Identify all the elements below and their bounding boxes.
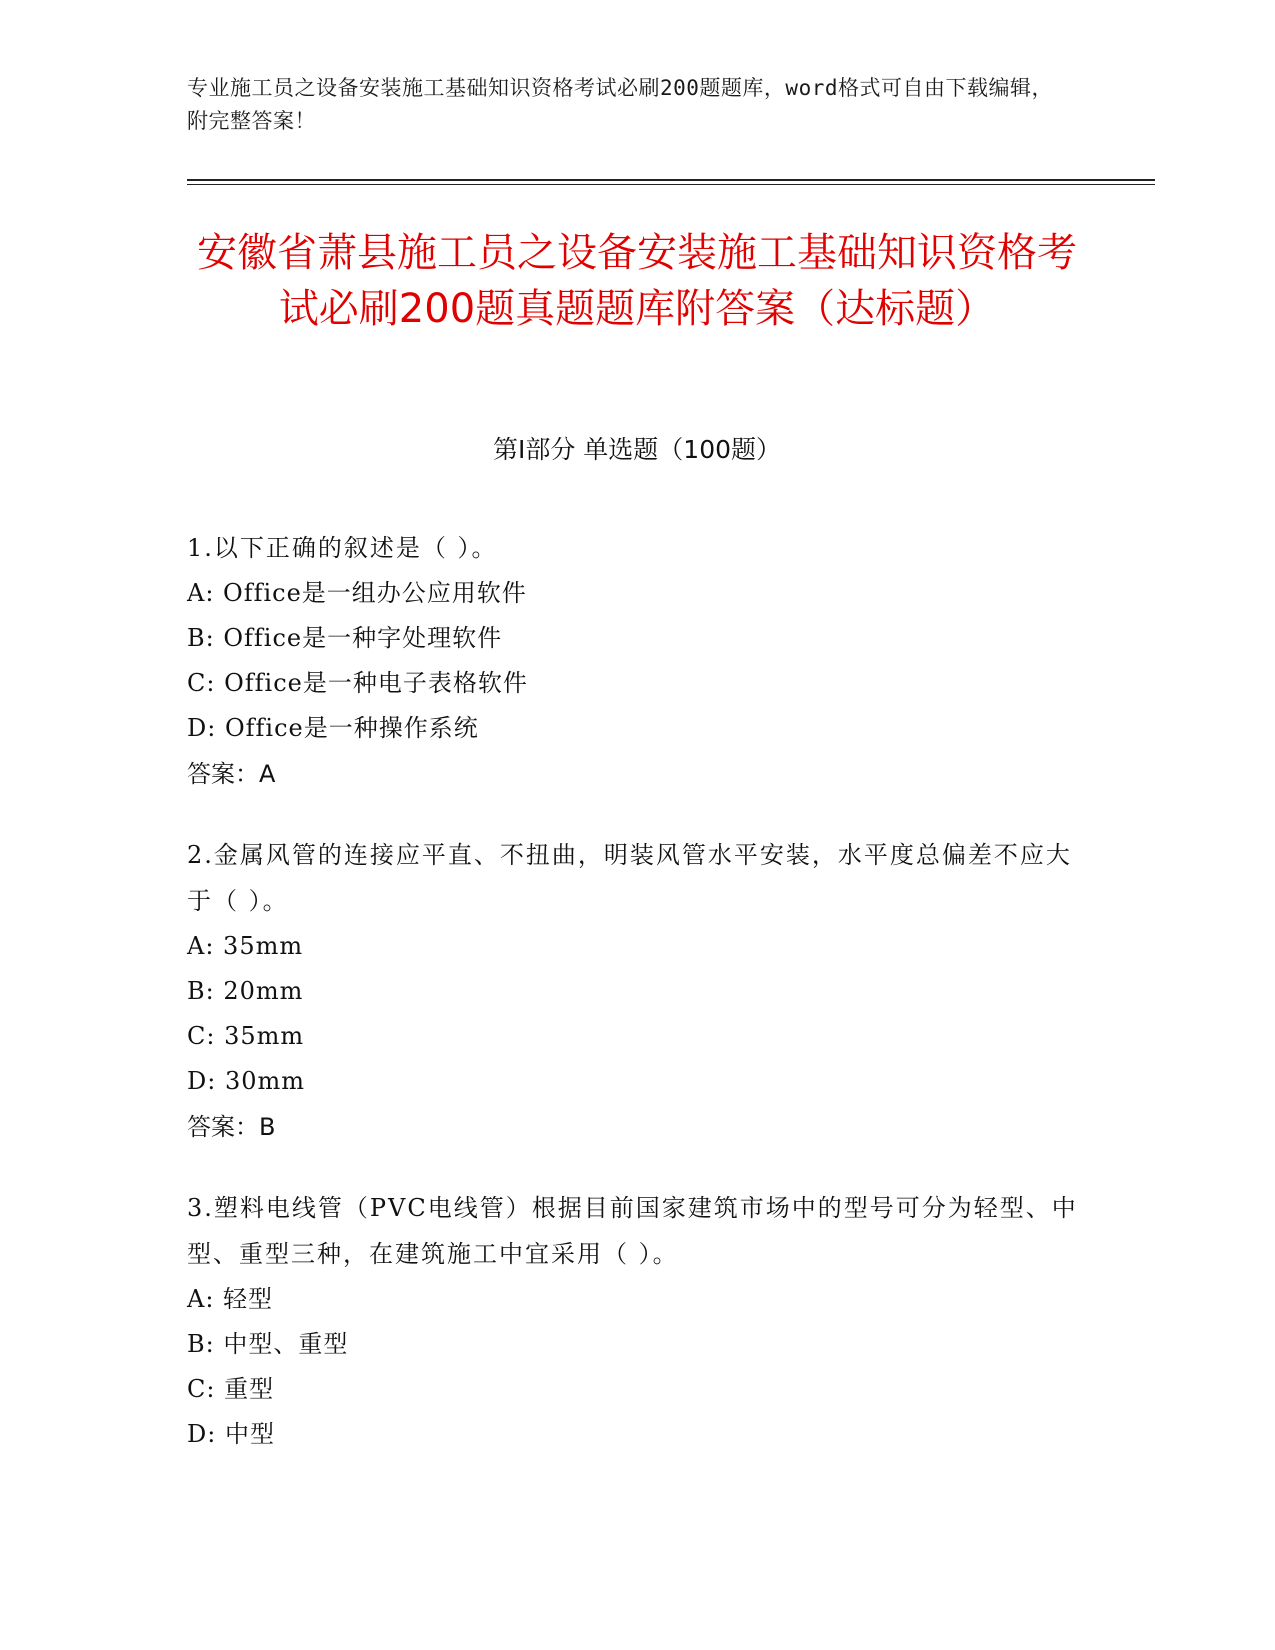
answer: 答案：A xyxy=(187,760,276,788)
option-b: B: 20mm xyxy=(187,977,304,1005)
question-stem: 2.金属风管的连接应平直、不扭曲，明装风管水平安装，水平度总偏差不应大于（ ）。 xyxy=(187,841,1072,915)
option-b: B: 中型、重型 xyxy=(187,1330,349,1358)
header-rule-thin xyxy=(187,184,1155,185)
option-c: C: 重型 xyxy=(187,1375,275,1403)
question-stem: 3.塑料电线管（PVC电线管）根据目前国家建筑市场中的型号可分为轻型、中型、重型三种，在建筑施工中宜采用（ ）。 xyxy=(187,1194,1078,1268)
header-rule-thick xyxy=(187,179,1155,181)
header-note: 专业施工员之设备安装施工基础知识资格考试必刷200题题库，word格式可自由下载编辑，附完整答案！ xyxy=(187,76,1053,133)
question-3 xyxy=(187,1185,1087,1457)
option-a: A: Office是一组办公应用软件 xyxy=(187,579,527,607)
question-list xyxy=(187,525,1087,1492)
option-d: D: 中型 xyxy=(187,1420,275,1448)
document-title: 安徽省萧县施工员之设备安装施工基础知识资格考试必刷200题真题题库附答案（达标题） xyxy=(197,230,1077,332)
option-a: A: 轻型 xyxy=(187,1285,274,1313)
question-2 xyxy=(187,832,1087,1150)
question-1 xyxy=(187,525,1087,797)
option-c: C: Office是一种电子表格软件 xyxy=(187,669,528,697)
question-stem: 1.以下正确的叙述是（ ）。 xyxy=(187,534,498,562)
option-a: A: 35mm xyxy=(187,932,304,960)
section-title: 第Ⅰ部分 单选题（100题） xyxy=(492,435,782,464)
answer: 答案：B xyxy=(187,1113,276,1141)
option-c: C: 35mm xyxy=(187,1022,305,1050)
option-b: B: Office是一种字处理软件 xyxy=(187,624,503,652)
option-d: D: Office是一种操作系统 xyxy=(187,714,479,742)
option-d: D: 30mm xyxy=(187,1067,306,1095)
